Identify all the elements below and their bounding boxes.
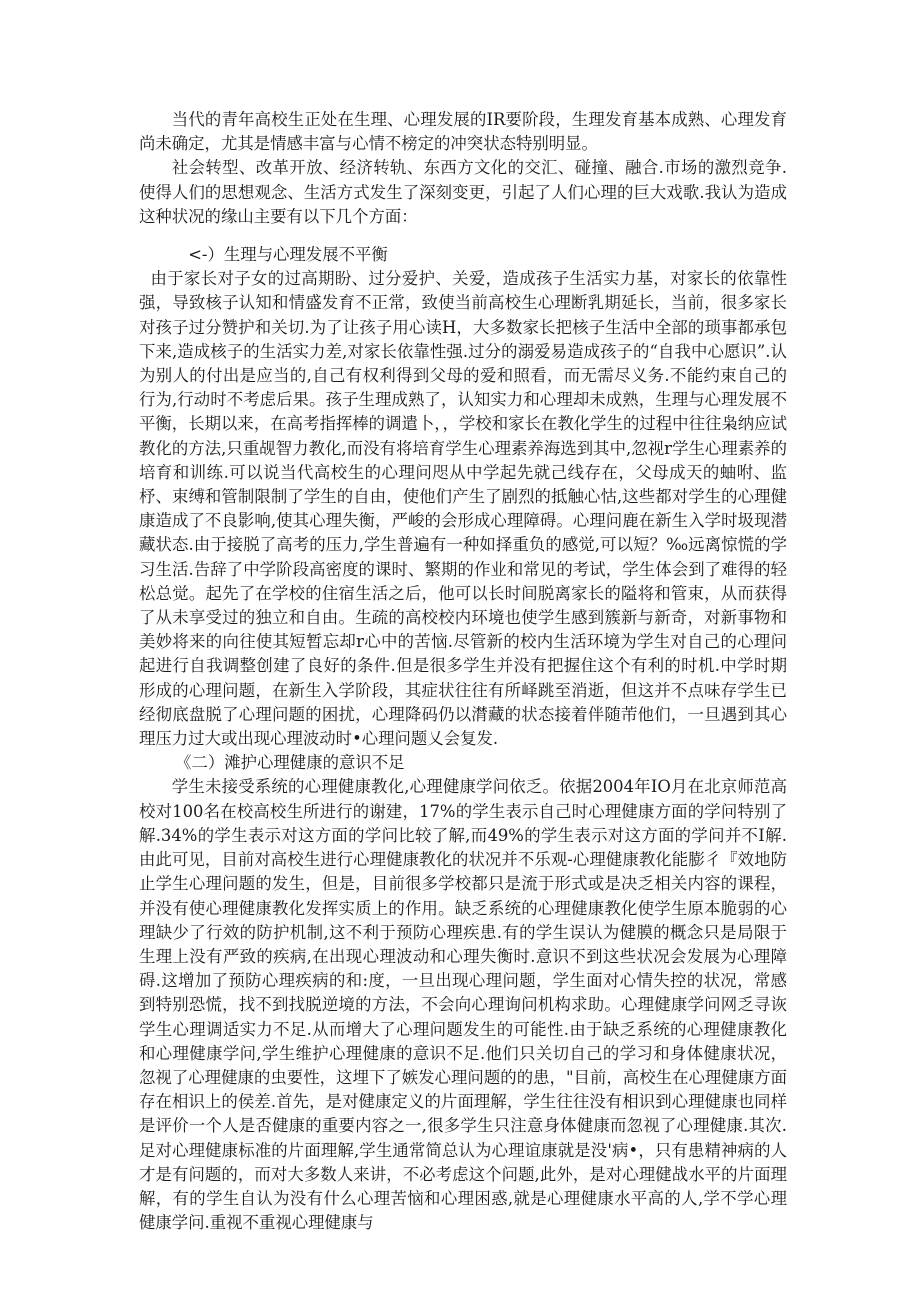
section-1-heading: <-）生理与心理发展不平衡 [188,245,388,265]
section-2-paragraph: 学生未接受系统的心理健康教化,心理健康学问依乏。依据2004年IO月在北京师范高校对100名在校高校生所进行的谢建，17%的学生表示自己时心理健康方面的学问特别了解.34%的学生表示对这方面的学问比较了解,而49%的学生表示对这方面的学问并不I解.由此可见，目前对高校生进行心理健康教化的状况并不乐观-心理健康教化能膨彳『效地防止学生心理问题的发生，但是，目前很多学校都只是流于形式或是决乏相关内容的课程，并没有使心理健康教化发挥实质上的作用。缺乏系统的心理健康教化使学生原本脆弱的心理缺少了行效的防护机制,这不利于预防心理疾患.有的学生误认为健膜的概念只是局限于生理上没有严致的疾病,在出现心理波动和心理失衡时.意识不到这些状况会发展为心理障碍.这增加了预防心理疾病的和:度，一旦出现心理问题，学生面对心情失控的状况，常感到特别恐慌，找不到找脱逆境的方法，不会向心理询问机构求助。心理健康学问网乏寻诙学生心理调适实力不足.从而增大了心理问题发生的可能性.由于缺乏系统的心理健康教化和心理健康学问,学生维护心理健康的意识不足.他们只关切自己的学习和身体健康状况，忽视了心理健康的虫要性，这埋下了嫉发心理问题的的患，"目前，高校生在心理健康方面存在相识上的侯差.首先，是对健康定义的片面理解，学生往往没有相识到心理健康也同样是评价一个人是否健康的重要内容之一,很多学生只注意身体健康而忽视了心理健康.其次.足对心理健康标准的片面理解,学生通常简总认为心理谊康就是没'病•，只有患精神病的人才是有问题的，而对大多数人来讲，不必考虑这个问题,此外，是对心理健战水平的片面理解，有的学生自认为没有什么心理苦恼和心理困惑,就是心理健康水平高的人,学不学心理健康学问.重视不重视心理健康与 [139,777,787,1233]
intro-paragraph-1: 当代的青年高校生正处在生理、心理发展的IR要阶段，生理发育基本成熟、心理发育尚未确定，尤其是情感丰富与心情不榜定的冲突状态特别明显。 [139,110,787,154]
section-2-heading: 《二）滩护心理健康的意识不足 [175,753,405,773]
section-1-paragraph: 由于家长对子女的过高期盼、过分爱护、关爱，造成孩子生活实力基，对家长的依靠性强，导致核子认知和情盛发育不正常，致使当前高校生心理断乳期延长，当前，很多家长对孩子过分赞护和关切.为了让孩子用心读H，大多数家长把核子生活中全部的琐事都承包下来,造成核子的生活实力差,对家长依靠性强.过分的溺爱易造成孩子的“自我中心愿识”.认为别人的付出是应当的,自己有权利得到父母的爱和照看，而无需尽义务.不能约束自己的行为,行动时不考虑后果。孩子生理成熟了，认知实力和心理却未成熟，生理与心理发展不平衡，长期以来，在高考指挥棒的调遣卜，，学校和家长在教化学生的过程中往往枭纳应试教化的方法,只重觇智力教化,而没有将培育学生心理素养海选到其中,忽视r学生心理素养的培育和训练.可以说当代高校生的心理问咫从中学起先就己线存在，父母成天的蚰咐、监杼、束缚和管制限制了学生的自由，使他们产生了剧烈的抵触心怙,这些都对学生的心理健康造成了不良影响,使其心理失衡，严峻的会形成心理障碍。心理问鹿在新生入学时圾现潜藏状态.由于接脱了高考的压力,学生普遍有一种如择重负的感觉,可以短？‰远离惊慌的学习生活.告辞了中学阶段高密度的课时、繁期的作业和常见的考试，学生体会到了难得的轻松总觉。起先了在学校的住宿生活之后，他可以长时间脱离家长的隘将和管束，从而获得了从未享受过的独立和自由。生疏的高校校内环境也使学生感到簇新与新奇，对新事物和美妙将来的向往使其短暂忘却r心中的苦恼.尽管新的校内生活环境为学生对自己的心理问起进行自我调整创建了良好的条件.但是很多学生并没有把握住这个有利的时机.中学时期形成的心理问题，在新生入学阶段，其症状往往有所峄跳至消逝，但这并不点味存学生已经彻底盘脱了心理问题的困扰，心理降码仍以潸藏的状态接着伴随芾他们，一旦遇到其心理压力过大或出现心理波动时•心理问题乂会复发. [139,269,787,749]
intro-paragraph-2: 社会转型、改革开放、经济转轨、东西方文化的交汇、碰撞、融合.市场的激烈竞争.使得人们的思想观念、生活方式发生了深刻变更，引起了人们心理的巨大戏歌.我认为造成这种状况的缘山主要有以下几个方面： [139,158,787,226]
document-body [139,108,787,1235]
